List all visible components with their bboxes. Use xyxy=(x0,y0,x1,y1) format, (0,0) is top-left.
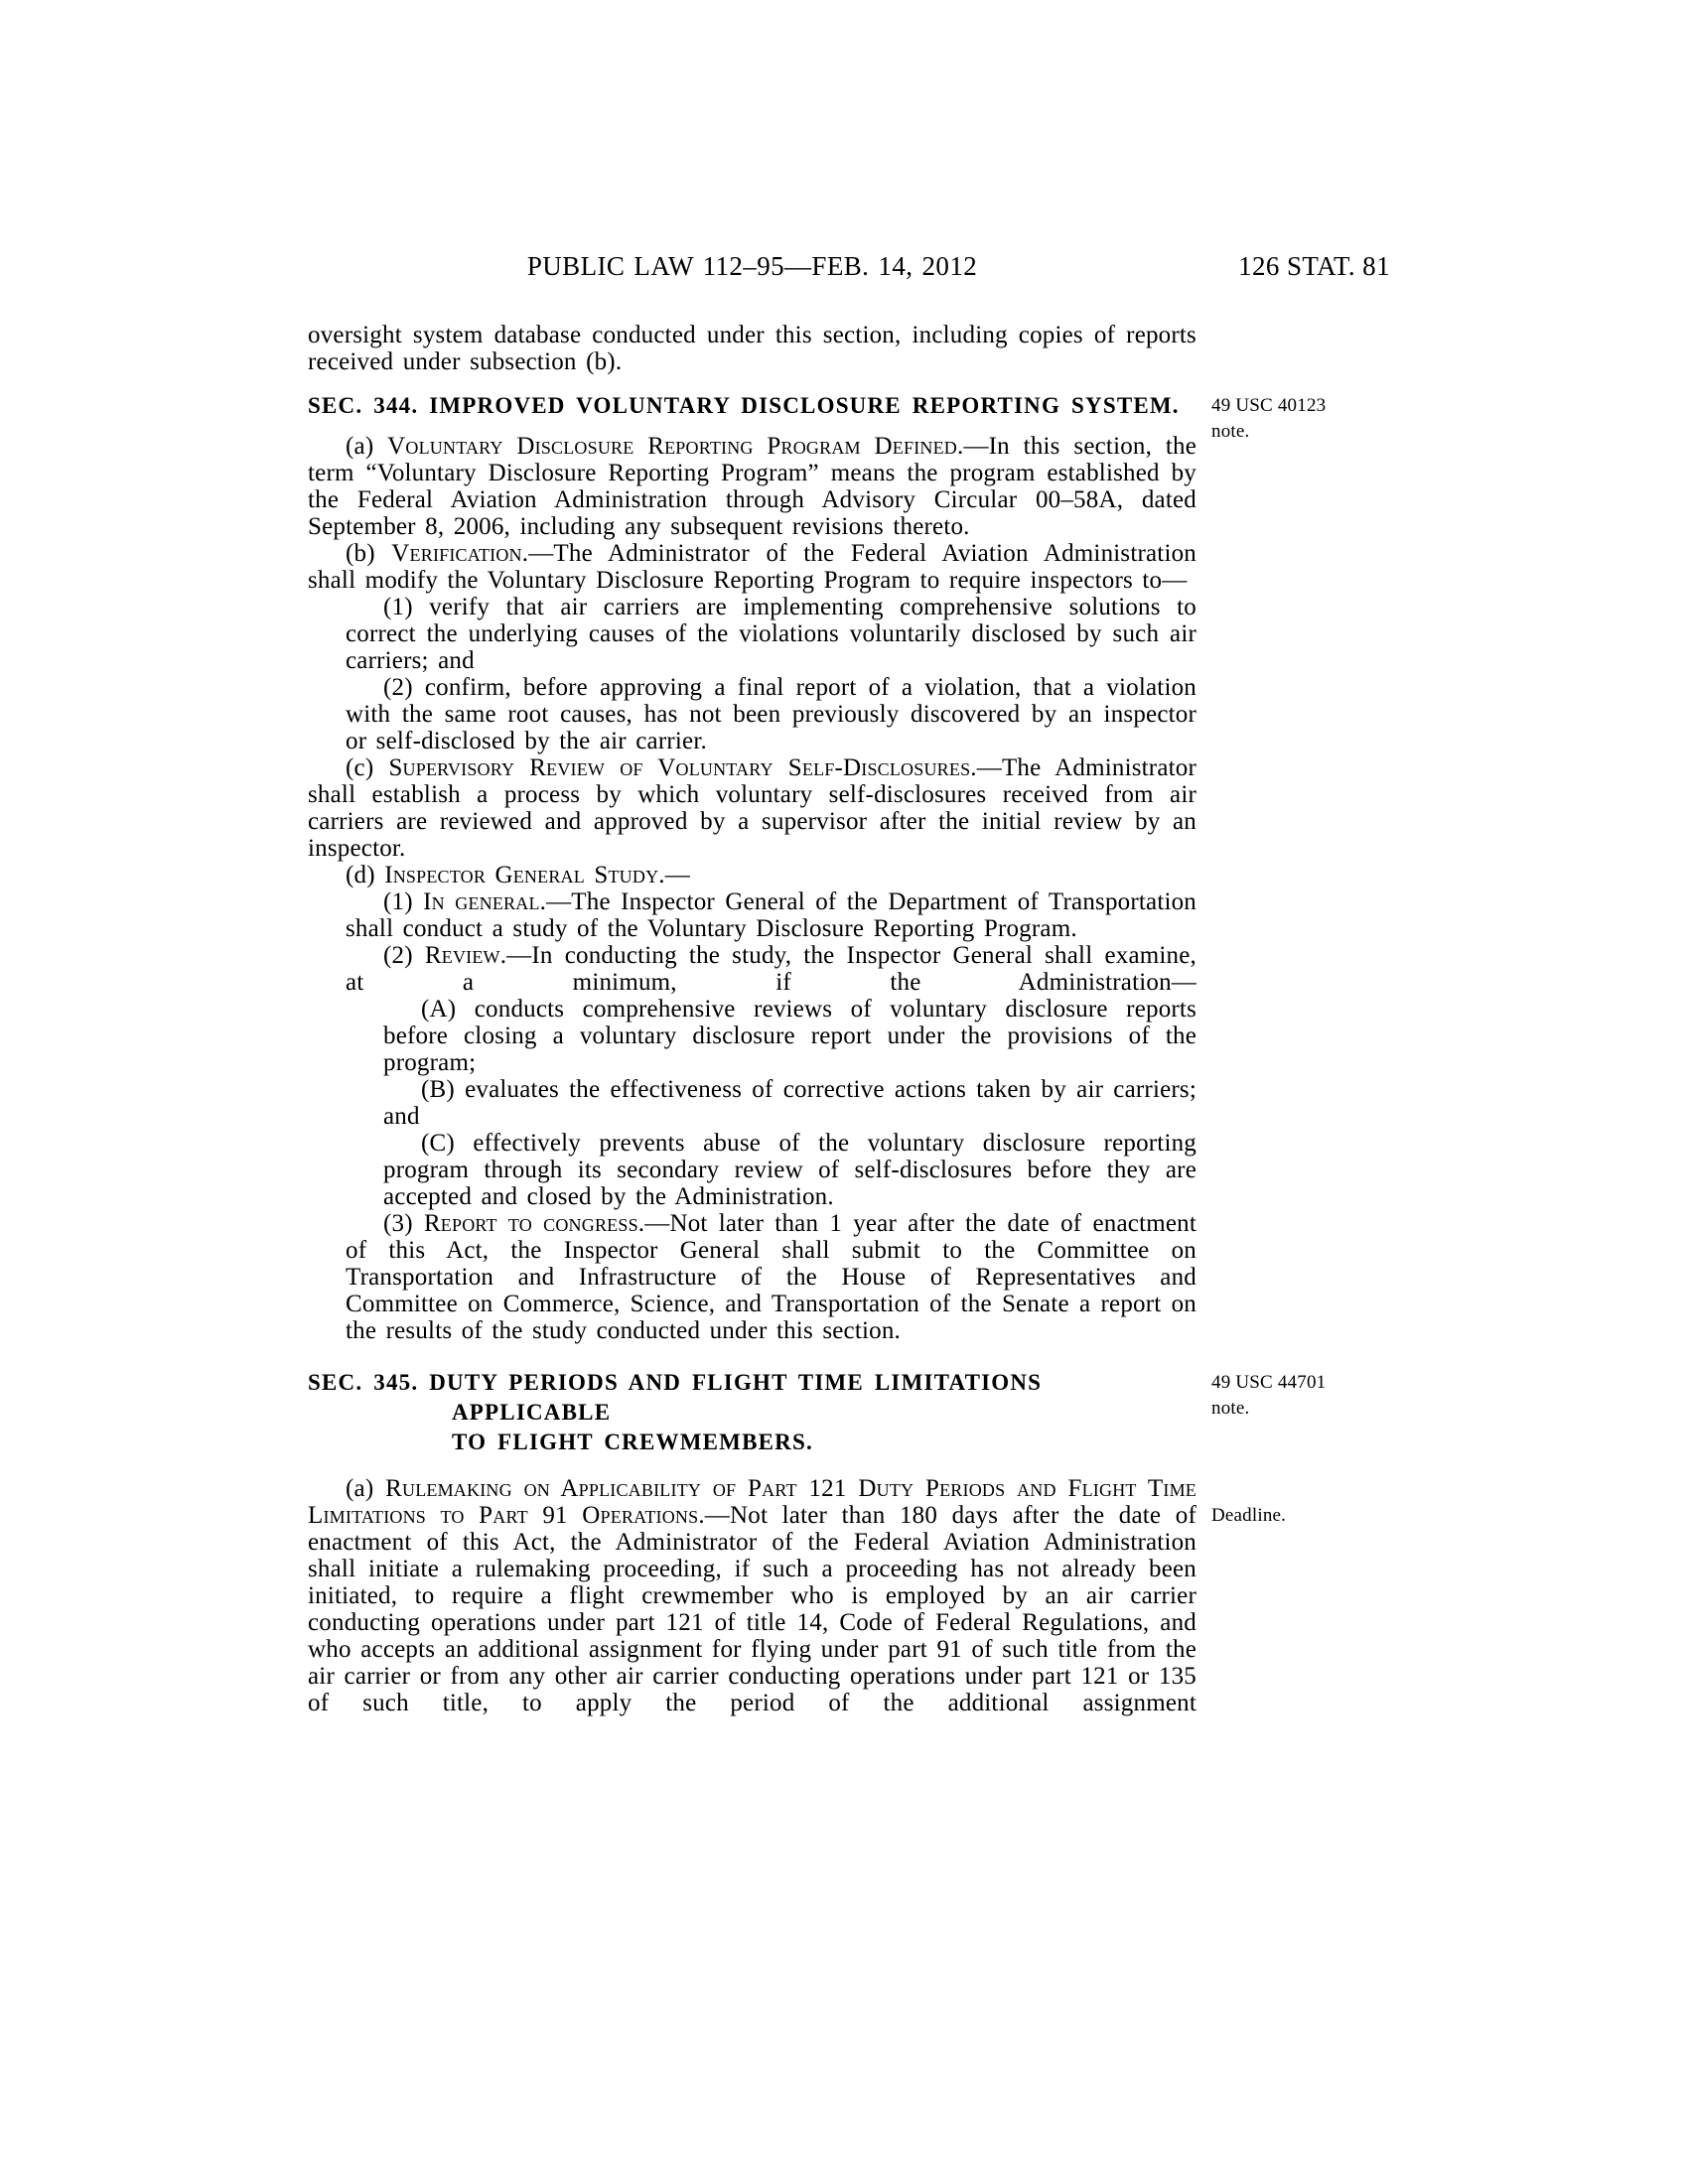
heading-line-2: TO FLIGHT CREWMEMBERS. xyxy=(452,1430,813,1454)
item-344-d-2-A: (A) conducts comprehensive reviews of voluntary disclosure reports before closing a voluntary disclosure report under the provisions of the program; xyxy=(383,996,1196,1076)
heading-line-1: SEC. 345. DUTY PERIODS AND FLIGHT TIME LIMITATIONS APPLICABLE xyxy=(308,1370,1043,1425)
item-344-b-2: (2) confirm, before approving a final report of a violation, that a violation with the same root causes, has not been previously discovered by an inspector or self-disclosed by the air carrier. xyxy=(346,674,1196,754)
section-344-heading: SEC. 344. IMPROVED VOLUNTARY DISCLOSURE REPORTING SYSTEM. xyxy=(308,393,1180,418)
small-caps-lead: Verification.— xyxy=(391,540,554,567)
small-caps-lead: Supervisory Review of Voluntary Self-Disclosures.— xyxy=(388,754,1002,781)
paragraph-marker: (d) xyxy=(346,862,385,888)
item-344-d-2 xyxy=(308,942,1196,996)
running-head-stat-page: 126 STAT. 81 xyxy=(1238,251,1390,281)
paragraph-345-a xyxy=(308,1475,1196,1716)
small-caps-lead: Review.— xyxy=(424,942,532,969)
small-caps-lead: Voluntary Disclosure Reporting Program Defined.— xyxy=(387,433,989,460)
paragraph-text: The Administrator of the Federal Aviation Administration shall modify the Voluntary Disclosure Reporting Program to require inspectors to— xyxy=(308,540,1196,594)
margin-note-usc-40123 xyxy=(1211,393,1398,445)
item-344-d-2-B: (B) evaluates the effectiveness of corrective actions taken by air carriers; and xyxy=(383,1076,1196,1130)
margin-note-line: note. xyxy=(1211,421,1250,442)
section-345-heading xyxy=(308,1368,1196,1457)
item-344-d-1 xyxy=(308,888,1196,942)
margin-note-line: 49 USC 44701 xyxy=(1211,1372,1327,1393)
intro-continuation-paragraph: oversight system database conducted under this section, including copies of reports received under subsection (b). xyxy=(308,322,1196,375)
margin-note-deadline xyxy=(1211,1503,1398,1529)
paragraph-text: In this section, the term “Voluntary Disclosure Reporting Program” means the program established by the Federal Aviation Administration through Advisory Circular 00–58A, dated September 8, 2006, including any subsequent revisions thereto. xyxy=(308,433,1197,540)
small-caps-lead: Rulemaking on Applicability of Part 121 Duty Periods and Flight Time Limitations to Part 91 Operations.— xyxy=(308,1475,1196,1529)
paragraph-marker: (c) xyxy=(346,754,389,781)
margin-note-line: 49 USC 40123 xyxy=(1211,395,1327,416)
paragraph-344-a xyxy=(308,433,1196,540)
page-content xyxy=(308,0,1390,1716)
paragraph-344-c xyxy=(308,754,1196,862)
small-caps-lead: Report to congress.— xyxy=(423,1210,670,1237)
paragraph-344-b xyxy=(308,540,1196,594)
paragraph-344-d xyxy=(308,862,1196,888)
paragraph-text: The Administrator shall establish a process by which voluntary self-disclosures received from air carriers are reviewed and approved by a supervisor after the initial review by an inspector. xyxy=(308,754,1196,862)
paragraph-text: In conducting the study, the Inspector General shall examine, at a minimum, if the Administration— xyxy=(346,942,1196,996)
paragraph-text: Not later than 180 days after the date of enactment of this Act, the Administrator of the Federal Aviation Administration shall initiate a rulemaking proceeding, if such a proceeding has not already been initiated, to require a flight crewmember who is employed by an air carrier conducting operations under part 121 of title 14, Code of Federal Regulations, and who accepts an additional assignment for flying under part 91 of such title from the air carrier or from any other air carrier conducting operations under part 121 or 135 of such title, to apply the period of the additional assignment xyxy=(308,1502,1196,1716)
small-caps-lead: Inspector General Study.— xyxy=(384,862,690,888)
item-344-d-3 xyxy=(308,1210,1196,1344)
main-text-column xyxy=(308,322,1327,1716)
running-head-law-title: PUBLIC LAW 112–95—FEB. 14, 2012 xyxy=(526,251,978,281)
page-header xyxy=(308,250,1390,290)
paragraph-text: Not later than 1 year after the date of enactment of this Act, the Inspector General shall submit to the Committee on Transportation and Infrastructure of the House of Representatives and Committee on Commerce, Science, and Transportation of the Senate a report on the results of the study conducted under this section. xyxy=(346,1210,1196,1344)
paragraph-marker: (1) xyxy=(383,888,424,915)
margin-note-usc-44701 xyxy=(1211,1370,1398,1422)
item-344-b-1: (1) verify that air carriers are implementing comprehensive solutions to correct the underlying causes of the violations voluntarily disclosed by such air carriers; and xyxy=(346,594,1196,674)
section-345-heading-group xyxy=(308,1368,1327,1457)
section-344-heading-group xyxy=(308,391,1327,442)
margin-note-line: note. xyxy=(1211,1398,1250,1419)
paragraph-marker: (a) xyxy=(346,1475,386,1502)
small-caps-lead: In general.— xyxy=(423,888,572,915)
margin-note-line: Deadline. xyxy=(1211,1505,1287,1526)
paragraph-text: The Inspector General of the Department of Transportation shall conduct a study of the Voluntary Disclosure Reporting Program. xyxy=(346,888,1197,942)
paragraph-marker: (2) xyxy=(383,942,425,969)
paragraph-marker: (a) xyxy=(346,433,388,460)
item-344-d-2-C: (C) effectively prevents abuse of the voluntary disclosure reporting program through its secondary review of self-disclosures before they are accepted and closed by the Administration. xyxy=(383,1130,1196,1210)
paragraph-marker: (b) xyxy=(346,540,392,567)
paragraph-marker: (3) xyxy=(383,1210,424,1237)
paragraph-345-a-group xyxy=(308,1475,1287,1716)
